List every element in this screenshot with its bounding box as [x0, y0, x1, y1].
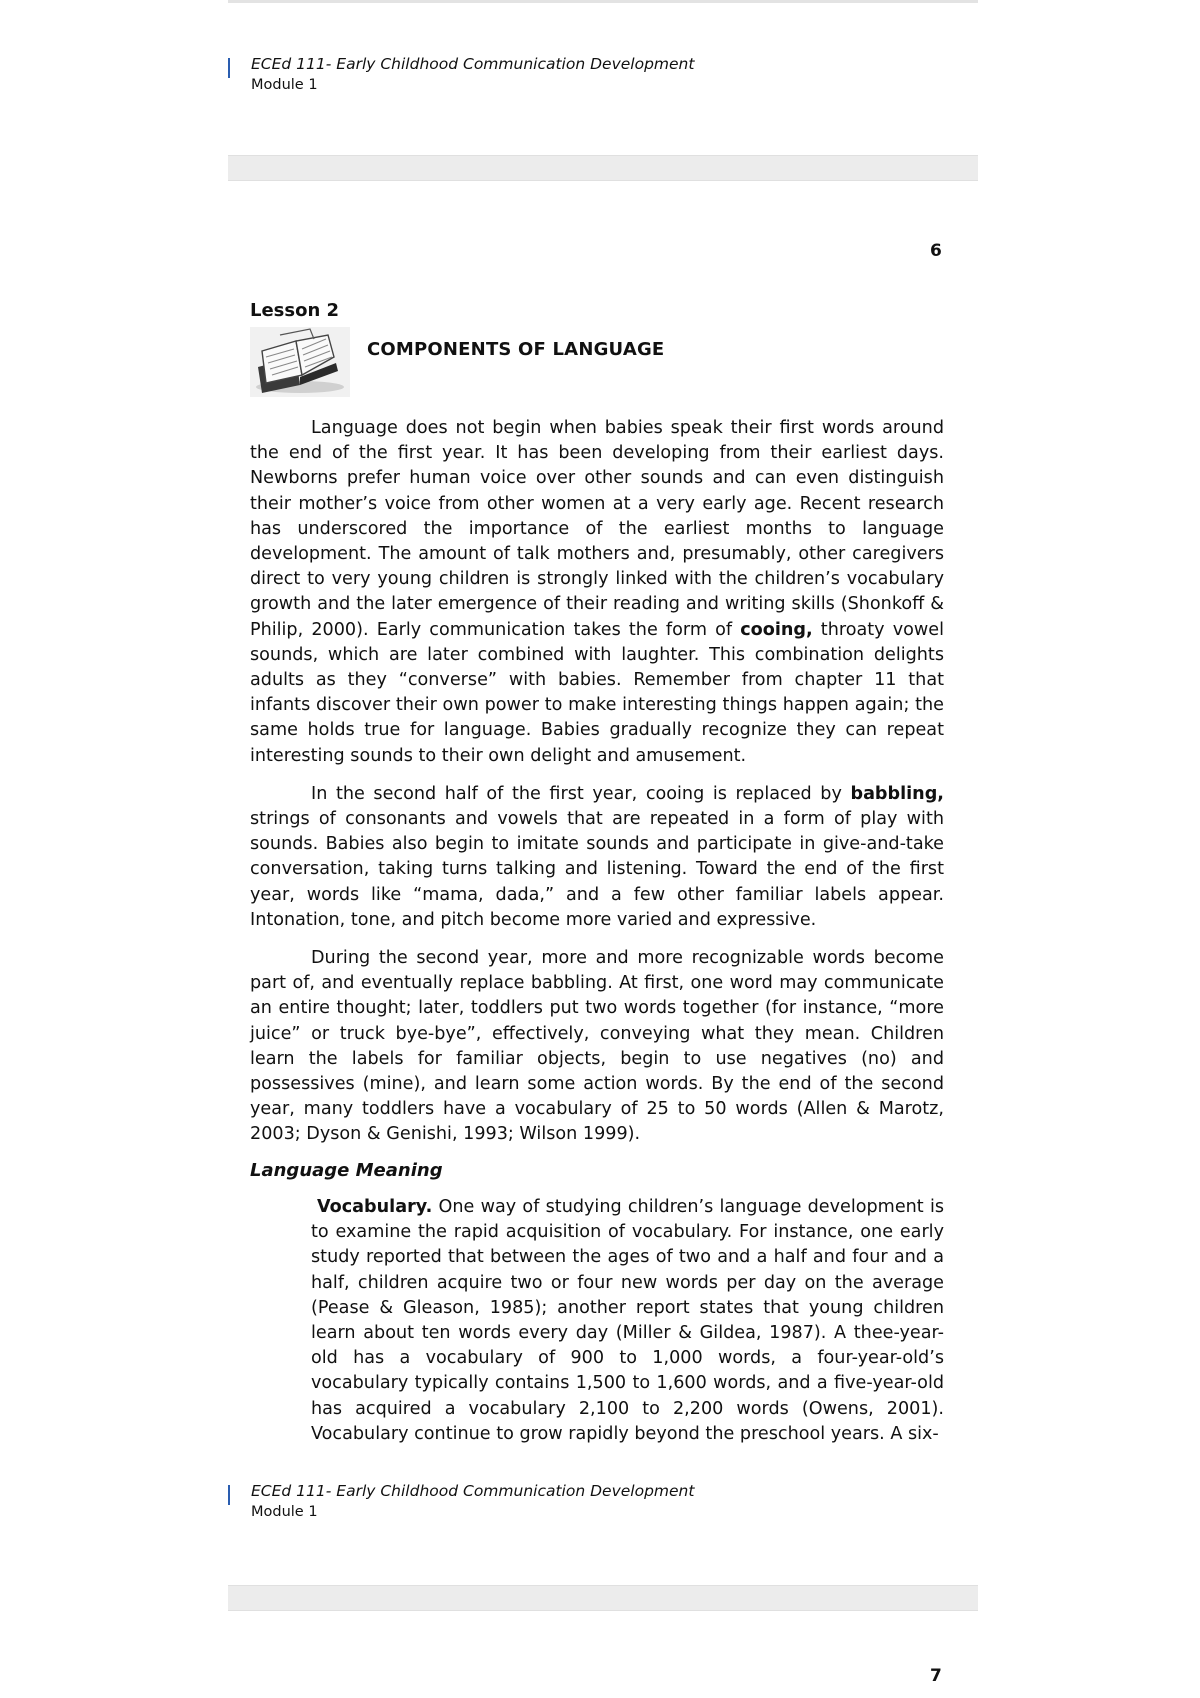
- header-course-title: ECEd 111- Early Childhood Communication Development: [251, 55, 695, 73]
- section-title: COMPONENTS OF LANGUAGE: [367, 339, 665, 360]
- vocabulary-paragraph: Vocabulary. One way of studying children’s language development is to examine the rapid acquisition of vocabulary. For instance, one early study reported that between the ages of two and a half and four and a half, children acquire two or four new words per day on the average (Pease & Gleason, 1985); another report states that young children learn about ten words every day (Miller & Gildea, 1987). A thee-year-old has a vocabulary of 900 to 1,000 words, a four-year-old’s vocabulary typically contains 1,500 to 1,600 words, and a five-year-old has acquired a vocabulary 2,100 to 2,200 words (Owens, 2001). Vocabulary continue to grow rapidly beyond the preschool years. A six-: [311, 1197, 944, 1444]
- page-number: 7: [930, 1666, 942, 1686]
- page-number: 6: [930, 241, 942, 261]
- open-book-icon: [250, 327, 350, 397]
- header-module: Module 1: [251, 77, 318, 93]
- term-babbling: babbling,: [850, 783, 944, 804]
- lesson-label: Lesson 2: [250, 300, 340, 321]
- page-top-separator: [228, 0, 978, 3]
- header-course-title: ECEd 111- Early Childhood Communication Development: [251, 1482, 695, 1500]
- paragraph-babbling: In the second half of the first year, cooing is replaced by babbling, strings of consonants and vowels that are repeated in a form of play with sounds. Babies also begin to imitate sounds and participate in give-and-take conversation, taking turns talking and listening. Toward the end of the first year, words like “mama, dada,” and a few other familiar labels appear. Intonation, tone, and pitch become more varied and expressive.: [250, 783, 944, 930]
- page-gap-band: [228, 155, 978, 181]
- paragraph-cooing: Language does not begin when babies speak their first words around the end of the first year. It has been developing from their earliest days. Newborns prefer human voice over other sounds and can even distinguish their mother’s voice from other women at a very early age. Recent research has underscored the importance of the earliest months to language development. The amount of talk mothers and, presumably, other caregivers direct to very young children is strongly linked with the children’s vocabulary growth and the later emergence of their reading and writing skills (Shonkoff & Philip, 2000). Early communication takes the form of cooing, throaty vowel sounds, which are later combined with laughter. This combination delights adults as they “converse” with babies. Remember from chapter 11 that infants discover their own power to make interesting things happen again; the same holds true for language. Babies gradually recognize they can repeat interesting sounds to their own delight and amusement.: [250, 418, 944, 766]
- term-vocabulary: Vocabulary.: [317, 1197, 433, 1217]
- header-accent-bar: [228, 58, 230, 78]
- page-gap-band: [228, 1585, 978, 1611]
- body-text: [250, 416, 944, 1148]
- term-cooing: cooing,: [740, 619, 813, 640]
- header-accent-bar: [228, 1485, 230, 1505]
- header-module: Module 1: [251, 1504, 318, 1520]
- subsection-heading: Language Meaning: [250, 1160, 443, 1181]
- paragraph-second-year: During the second year, more and more recognizable words become part of, and eventually replace babbling. At first, one word may communicate an entire thought; later, toddlers put two words together (for instance, “more juice” or truck bye-bye”, effectively, conveying what they mean. Children learn the labels for familiar objects, begin to use negatives (no) and possessives (mine), and learn some action words. By the end of the second year, many toddlers have a vocabulary of 25 to 50 words (Allen & Marotz, 2003; Dyson & Genishi, 1993; Wilson 1999).: [250, 948, 944, 1145]
